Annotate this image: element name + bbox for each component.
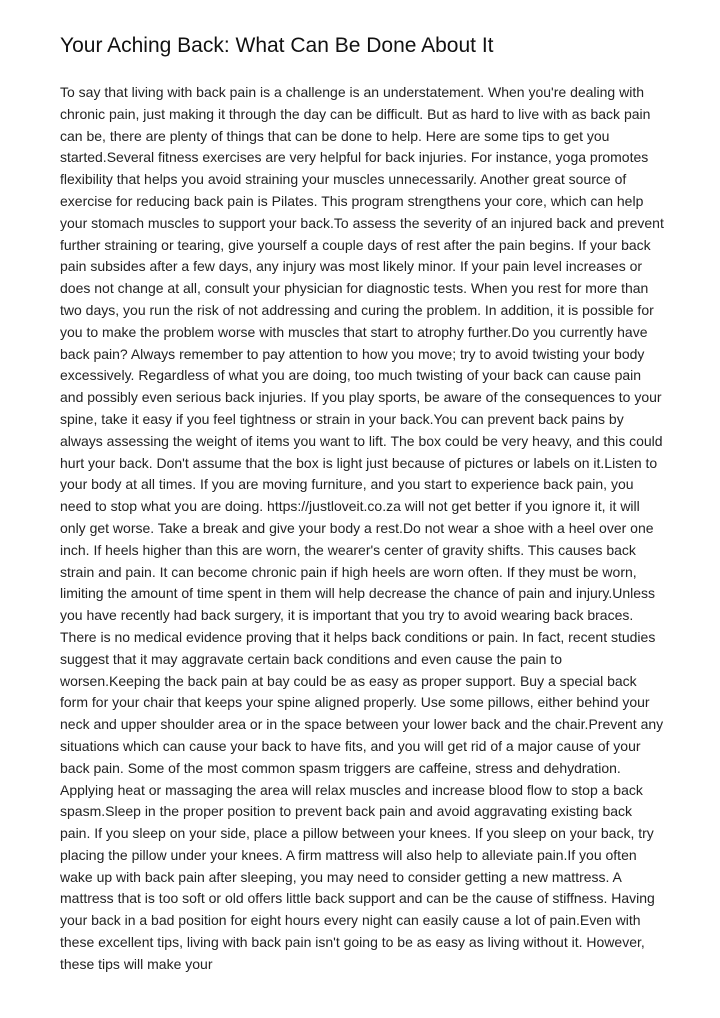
article-body: To say that living with back pain is a challenge is an understatement. When you're dealing with chronic pain, just making it through the day can be difficult. But as hard to live with as back pain can be, there are plenty of things that can be done to help. Here are some tips to get you started.Several fitness exercises are very helpful for back injuries. For instance, yoga promotes flexibility that helps you avoid straining your muscles unnecessarily. Another great source of exercise for reducing back pain is Pilates. This program strengthens your core, which can help your stomach muscles to support your back.To assess the severity of an injured back and prevent further straining or tearing, give yourself a couple days of rest after the pain begins. If your back pain subsides after a few days, any injury was most likely minor. If your pain level increases or does not change at all, consult your physician for diagnostic tests. When you rest for more than two days, you run the risk of not addressing and curing the problem. In addition, it is possible for you to make the problem worse with muscles that start to atrophy further.Do you currently have back pain? Always remember to pay attention to how you move; try to avoid twisting your body excessively. Regardless of what you are doing, too much twisting of your back can cause pain and possibly even serious back injuries. If you play sports, be aware of the consequences to your spine, take it easy if you feel tightness or strain in your back.You can prevent back pains by always assessing the weight of items you want to lift. The box could be very heavy, and this could hurt your back. Don't assume that the box is light just because of pictures or labels on it.Listen to your body at all times. If you are moving furniture, and you start to experience back pain, you need to stop what you are doing. https://justloveit.co.za will not get better if you ignore it, it will only get worse. Take a break and give your body a rest.Do not wear a shoe with a heel over one inch. If heels higher than this are worn, the wearer's center of gravity shifts. This causes back strain and pain. It can become chronic pain if high heels are worn often. If they must be worn, limiting the amount of time spent in them will help decrease the chance of pain and injury.Unless you have recently had back surgery, it is important that you try to avoid wearing back braces. There is no medical evidence proving that it helps back conditions or pain. In fact, recent studies suggest that it may aggravate certain back conditions and even cause the pain to worsen.Keeping the back pain at bay could be as easy as proper support. Buy a special back form for your chair that keeps your spine aligned properly. Use some pillows, either behind your neck and upper shoulder area or in the space between your lower back and the chair.Prevent any situations which can cause your back to have fits, and you will get rid of a major cause of your back pain. Some of the most common spasm triggers are caffeine, stress and dehydration. Applying heat or massaging the area will relax muscles and increase blood flow to stop a back spasm.Sleep in the proper position to prevent back pain and avoid aggravating existing back pain. If you sleep on your side, place a pillow between your knees. If you sleep on your back, try placing the pillow under your knees. A firm mattress will also help to alleviate pain.If you often wake up with back pain after sleeping, you may need to consider getting a new mattress. A mattress that is too soft or old offers little back support and can be the cause of stiffness. Having your back in a bad position for eight hours every night can easily cause a lot of pain.Even with these excellent tips, living with back pain isn't going to be as easy as living without it. However, these tips will make your [60, 84, 664, 972]
page-title: Your Aching Back: What Can Be Done About It [60, 34, 494, 57]
